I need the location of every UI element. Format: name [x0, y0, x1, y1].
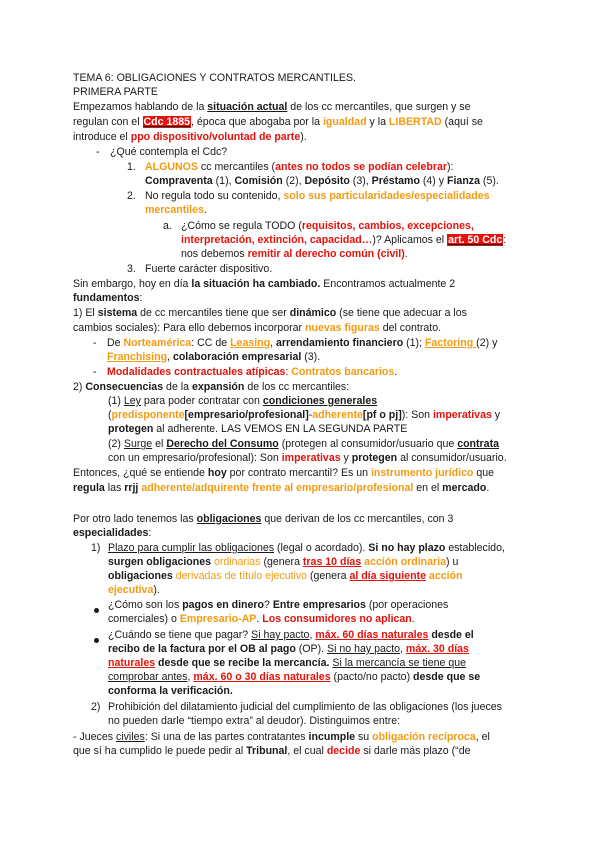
north-america-line-1: De Norteamérica: CC de Leasing, arrendamiento financiero (1); Factoring (2) y — [107, 337, 498, 349]
item-a-line-2: interpretación, extinción, capacidad…)? Aplicamos el art. 50 Cdc: — [181, 234, 507, 246]
dash-marker: - — [93, 337, 97, 349]
general-conditions-line-2: (predisponente[empresario/profesional]-adherente[pf o pj]): Son imperativas y — [108, 409, 501, 421]
consequences-line: 2) Consecuencias de la expansión de los cc mercantiles: — [73, 381, 350, 393]
when-pay-line-3: naturales desde que se recibe la mercancía. Si la mercancía se tiene que — [108, 657, 467, 669]
system-line-2: cambios sociales): Para ello debemos incorporar nuevas figuras del contrato. — [73, 322, 442, 334]
prohibition-line-1: Prohibición del dilatamiento judicial del cumplimiento de las obligaciones (los jueces — [108, 701, 502, 713]
when-pay-line-1: ¿Cuándo se tiene que pagar? Si hay pacto, máx. 60 días naturales desde el — [108, 629, 474, 641]
bullet-dot — [94, 604, 99, 616]
change-line-1: Sin embargo, hoy en día la situación ha cambiado. Encontramos actualmente 2 — [73, 278, 456, 290]
intro-line-3: introduce el ppo dispositivo/voluntad de parte). — [73, 131, 307, 143]
payments-line-2: comerciales) o Empresario-AP. Los consumidores no aplican. — [108, 613, 415, 625]
item-1-line-1: ALGUNOS cc mercantiles (antes no todos se podían celebrar): — [145, 161, 454, 173]
definition-line-1: Entonces, ¿qué se entiende hoy por contrato mercantil? Es un instrumento jurídico que — [73, 467, 495, 479]
list-letter-a: a. — [163, 220, 172, 232]
atypical-modalities-line: Modalidades contractuales atípicas: Contratos bancarios. — [107, 366, 398, 378]
obligations-line-1: Por otro lado tenemos las obligaciones que derivan de los cc mercantiles, con 3 — [73, 513, 454, 525]
item-a-line-1: ¿Cómo se regula TODO (requisitos, cambios, excepciones, — [181, 220, 474, 232]
general-conditions-line-3: protegen al adherente. LAS VEMOS EN LA SEGUNDA PARTE — [108, 423, 408, 435]
deadline-line-4: ejecutiva). — [108, 584, 160, 596]
when-pay-line-5: conforma la verificación. — [108, 685, 233, 697]
prohibition-line-2: no pueden darle “tiempo extra” al deudor). Distinguimos entre: — [108, 715, 401, 727]
dash-marker: - — [93, 366, 97, 378]
consumer-law-line-2: con un empresario/profesional): Son imperativas y protegen al consumidor/usuario. — [108, 452, 507, 464]
definition-line-2: regula las rrjj adherente/adquirente frente al empresario/profesional en el mercado. — [73, 482, 490, 494]
item-2-line-2: mercantiles. — [145, 204, 207, 216]
when-pay-line-4: comprobar antes, máx. 60 o 30 días naturales (pacto/no pacto) desde que se — [108, 671, 481, 683]
item-3-line-1: Fuerte carácter dispositivo. — [145, 263, 273, 275]
deadline-line-3: obligaciones derivadas de título ejecutivo (genera al día siguiente acción — [108, 570, 463, 582]
question-cdc: ¿Qué contempla el Cdc? — [110, 146, 228, 158]
consumer-law-line-1: (2) Surge el Derecho del Consumo (protegen al consumidor/usuario que contrata — [108, 438, 499, 450]
deadline-line-1: Plazo para cumplir las obligaciones (legal o acordado). Si no hay plazo establecido, — [108, 542, 505, 554]
list-number-1: 1. — [127, 161, 136, 173]
intro-line-1: Empezamos hablando de la situación actual de los cc mercantiles, que surgen y se — [73, 101, 471, 113]
item-a-line-3: nos debemos remitir al derecho común (civil). — [181, 248, 408, 260]
dash-marker: - — [96, 146, 100, 158]
list-number-1: 1) — [91, 542, 101, 554]
civil-judges-line-1: - Jueces civiles: Si una de las partes contratantes incumple su obligación recíproca, el — [73, 731, 490, 743]
civil-judges-line-2: que sí ha cumplido le puede pedir al Tribunal, el cual decide si darle más plazo (“de — [73, 745, 471, 757]
payments-line-1: ¿Cómo son los pagos en dinero? Entre empresarios (por operaciones — [108, 599, 449, 611]
change-line-2: fundamentos: — [73, 292, 143, 304]
list-number-2: 2) — [91, 701, 101, 713]
north-america-line-2: Franchising, colaboración empresarial (3). — [107, 351, 321, 363]
list-number-2: 2. — [127, 190, 136, 202]
obligations-line-2: especialidades: — [73, 527, 152, 539]
general-conditions-line-1: (1) Ley para poder contratar con condiciones generales — [108, 395, 378, 407]
list-number-3: 3. — [127, 263, 136, 275]
when-pay-line-2: recibo de la factura por el OB al pago (OP). Si no hay pacto, máx. 30 días — [108, 643, 469, 655]
deadline-line-2: surgen obligaciones ordinarias (genera tras 10 días acción ordinaria) u — [108, 556, 459, 568]
intro-line-2: regulan con el Cdc 1885, época que abogaba por la igualdad y la LIBERTAD (aquí se — [73, 116, 483, 128]
item-1-line-2: Compraventa (1), Comisión (2), Depósito (3), Préstamo (4) y Fianza (5). — [145, 175, 499, 187]
item-2-line-1: No regula todo su contenido, solo sus particularidades/especialidades — [145, 190, 490, 202]
part-heading: PRIMERA PARTE — [73, 86, 158, 98]
system-line-1: 1) El sistema de cc mercantiles tiene que ser dinámico (se tiene que adecuar a los — [73, 307, 467, 319]
doc-title: TEMA 6: OBLIGACIONES Y CONTRATOS MERCANTILES. — [73, 72, 356, 84]
bullet-dot — [94, 634, 99, 646]
